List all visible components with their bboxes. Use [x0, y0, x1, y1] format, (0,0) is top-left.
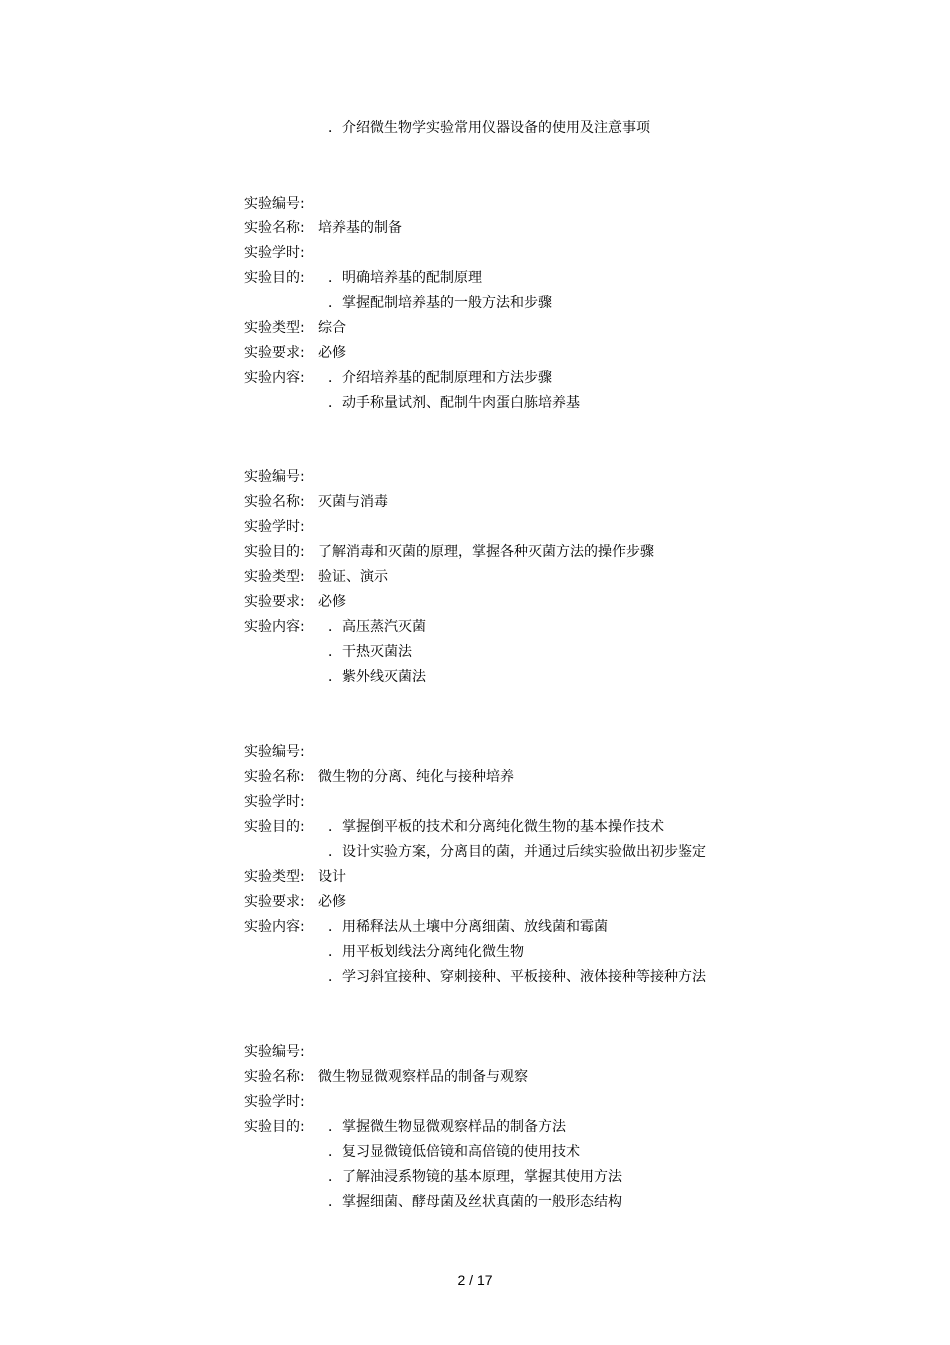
exp1-name-value: 培养基的制备	[318, 220, 402, 236]
exp1-hours-label: 实验学时:	[244, 245, 305, 261]
exp3-requirement-value: 必修	[318, 894, 346, 910]
exp3-name-label: 实验名称:	[244, 769, 305, 785]
exp1-name-label: 实验名称:	[244, 220, 305, 236]
exp2-goal-1: 了解消毒和灭菌的原理，掌握各种灭菌方法的操作步骤	[318, 544, 654, 560]
exp1-content-2: ．动手称量试剂、配制牛肉蛋白胨培养基	[328, 395, 580, 411]
exp4-goal-4: ．掌握细菌、酵母菌及丝状真菌的一般形态结构	[328, 1194, 622, 1210]
exp2-name-value: 灭菌与消毒	[318, 494, 388, 510]
exp2-name-label: 实验名称:	[244, 494, 305, 510]
exp4-name-label: 实验名称:	[244, 1069, 305, 1085]
exp2-content-3: ．紫外线灭菌法	[328, 669, 426, 685]
exp4-goal-3: ．了解油浸系物镜的基本原理，掌握其使用方法	[328, 1169, 622, 1185]
intro-line: ．介绍微生物学实验常用仪器设备的使用及注意事项	[328, 120, 650, 136]
exp4-number-label: 实验编号:	[244, 1044, 305, 1060]
exp1-requirement-label: 实验要求:	[244, 345, 305, 361]
exp3-goal-1: ．掌握倒平板的技术和分离纯化微生物的基本操作技术	[328, 819, 664, 835]
exp1-type-value: 综合	[318, 320, 346, 336]
exp3-content-label: 实验内容:	[244, 919, 305, 935]
exp1-content-1: ．介绍培养基的配制原理和方法步骤	[328, 370, 552, 386]
exp3-content-3: ．学习斜宜接种、穿刺接种、平板接种、液体接种等接种方法	[328, 969, 706, 985]
exp2-requirement-label: 实验要求:	[244, 594, 305, 610]
exp3-type-label: 实验类型:	[244, 869, 305, 885]
exp3-number-label: 实验编号:	[244, 744, 305, 760]
exp2-content-1: ．高压蒸汽灭菌	[328, 619, 426, 635]
exp3-requirement-label: 实验要求:	[244, 894, 305, 910]
exp1-type-label: 实验类型:	[244, 320, 305, 336]
exp3-type-value: 设计	[318, 869, 346, 885]
exp3-goal-label: 实验目的:	[244, 819, 305, 835]
exp3-goal-2: ．设计实验方案，分离目的菌，并通过后续实验做出初步鉴定	[328, 844, 706, 860]
exp4-hours-label: 实验学时:	[244, 1094, 305, 1110]
exp1-number-label: 实验编号:	[244, 196, 305, 212]
exp2-number-label: 实验编号:	[244, 469, 305, 485]
exp2-type-value: 验证、演示	[318, 569, 388, 585]
exp2-content-2: ．干热灭菌法	[328, 644, 412, 660]
exp3-hours-label: 实验学时:	[244, 794, 305, 810]
exp3-name-value: 微生物的分离、纯化与接种培养	[318, 769, 514, 785]
exp1-content-label: 实验内容:	[244, 370, 305, 386]
exp2-type-label: 实验类型:	[244, 569, 305, 585]
exp3-content-1: ．用稀释法从土壤中分离细菌、放线菌和霉菌	[328, 919, 608, 935]
exp1-goal-1: ．明确培养基的配制原理	[328, 270, 482, 286]
exp2-hours-label: 实验学时:	[244, 519, 305, 535]
exp3-content-2: ．用平板划线法分离纯化微生物	[328, 944, 524, 960]
exp4-goal-2: ．复习显微镜低倍镜和高倍镜的使用技术	[328, 1144, 580, 1160]
exp2-content-label: 实验内容:	[244, 619, 305, 635]
exp2-goal-label: 实验目的:	[244, 544, 305, 560]
exp4-goal-1: ．掌握微生物显微观察样品的制备方法	[328, 1119, 566, 1135]
exp1-goal-label: 实验目的:	[244, 270, 305, 286]
exp4-goal-label: 实验目的:	[244, 1119, 305, 1135]
exp1-requirement-value: 必修	[318, 345, 346, 361]
exp2-requirement-value: 必修	[318, 594, 346, 610]
page-number: 2 / 17	[457, 1272, 493, 1288]
exp1-goal-2: ．掌握配制培养基的一般方法和步骤	[328, 295, 552, 311]
exp4-name-value: 微生物显微观察样品的制备与观察	[318, 1069, 528, 1085]
